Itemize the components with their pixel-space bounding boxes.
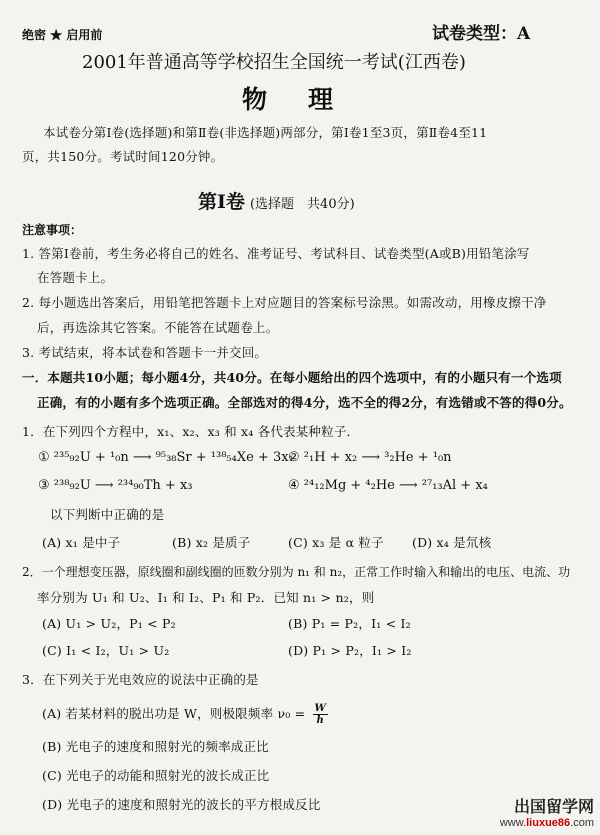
q1-eq-1: ① ²³⁵₉₂U + ¹₀n ⟶ ⁹⁵₃₈Sr + ¹³⁸₅₄Xe + 3x₁ <box>38 450 294 465</box>
q2-line-2: 率分别为 U₁ 和 U₂、I₁ 和 I₂、P₁ 和 P₂．已知 n₁ > n₂，则 <box>37 590 375 605</box>
intro-line-1: 本试卷分第Ⅰ卷(选择题)和第Ⅱ卷(非选择题)两部分，第Ⅰ卷1至3页，第Ⅱ卷4至11 <box>43 125 488 140</box>
q3-option-d: (D) 光电子的速度和照射光的波长的平方根成反比 <box>42 797 321 812</box>
section-title-sub: (选择题 共40分) <box>249 197 355 212</box>
part-one-line-2: 正确，有的小题有多个选项正确。全部选对的得4分，选不全的得2分，有选错或不答的得0分。 <box>37 395 572 410</box>
fraction-denominator: h <box>316 715 324 726</box>
notice-item-2-line-2: 后，再选涂其它答案。不能答在试题卷上。 <box>37 320 279 335</box>
q2-option-d: (D) P₁ > P₂，I₁ > I₂ <box>288 643 412 658</box>
paper-type: 试卷类型：A <box>432 24 531 44</box>
section-title <box>198 187 355 214</box>
q3-stem: 3．在下列关于光电效应的说法中正确的是 <box>22 672 259 687</box>
q3-option-a-text: (A) 若某材料的脱出功是 W，则极限频率 ν₀ = <box>42 706 306 721</box>
q2-option-c: (C) I₁ < I₂，U₁ > U₂ <box>42 643 170 658</box>
section-title-main: 第Ⅰ卷 <box>198 191 245 213</box>
fraction-numerator: W <box>314 703 326 714</box>
notice-item-1-line-1: 1. 答第Ⅰ卷前，考生务必将自己的姓名、准考证号、考试科目、试卷类型(A或B)用铅笔涂写 <box>22 246 530 261</box>
q1-prompt: 以下判断中正确的是 <box>50 507 165 522</box>
q3-option-a-fraction <box>313 703 328 726</box>
q3-option-b: (B) 光电子的速度和照射光的频率成正比 <box>42 739 269 754</box>
watermark-url <box>500 817 594 829</box>
q1-eq-2: ② ²₁H + x₂ ⟶ ³₂He + ¹₀n <box>288 450 452 465</box>
part-one-line-1: 一．本题共10小题；每小题4分，共40分。在每小题给出的四个选项中，有的小题只有一个选项 <box>22 370 562 385</box>
q1-stem: 1．在下列四个方程中，x₁、x₂、x₃ 和 x₄ 各代表某种粒子． <box>22 424 360 439</box>
q1-option-a: (A) x₁ 是中子 <box>42 535 121 550</box>
secret-label: 绝密 ★ 启用前 <box>22 28 103 42</box>
q1-option-c: (C) x₃ 是 α 粒子 <box>288 535 384 550</box>
q2-option-b: (B) P₁ = P₂，I₁ < I₂ <box>288 616 411 631</box>
q2-option-a: (A) U₁ > U₂，P₁ < P₂ <box>42 616 176 631</box>
q1-option-b: (B) x₂ 是质子 <box>172 535 251 550</box>
watermark <box>500 794 594 829</box>
notice-heading: 注意事项： <box>22 223 83 237</box>
watermark-url-prefix: www. <box>499 817 527 829</box>
watermark-url-domain: liuxue86 <box>526 817 571 829</box>
watermark-title: 出国留学网 <box>513 797 594 816</box>
q3-option-c: (C) 光电子的动能和照射光的波长成正比 <box>42 768 270 783</box>
exam-title: 2001年普通高等学校招生全国统一考试(江西卷) <box>82 52 466 73</box>
q2-line-1: 2．一个理想变压器，原线圈和副线圈的匝数分别为 n₁ 和 n₂，正常工作时输入和输出的电压、电流、功 <box>22 565 571 579</box>
subject-title: 物 理 <box>242 85 342 114</box>
watermark-url-suffix: .com <box>570 817 594 829</box>
notice-item-2-line-1: 2. 每小题选出答案后，用铅笔把答题卡上对应题目的答案标号涂黑。如需改动，用橡皮擦干净 <box>22 295 547 310</box>
intro-line-2: 页，共150分。考试时间120分钟。 <box>22 149 224 164</box>
notice-item-1-line-2: 在答题卡上。 <box>37 270 114 285</box>
q3-option-a <box>42 703 328 726</box>
notice-item-3: 3. 考试结束，将本试卷和答题卡一并交回。 <box>22 345 268 360</box>
q1-eq-4: ④ ²⁴₁₂Mg + ⁴₂He ⟶ ²⁷₁₃Al + x₄ <box>288 478 488 493</box>
q1-eq-3: ③ ²³⁸₉₂U ⟶ ²³⁴₉₀Th + x₃ <box>38 478 193 493</box>
q1-option-d: (D) x₄ 是氘核 <box>412 535 492 550</box>
